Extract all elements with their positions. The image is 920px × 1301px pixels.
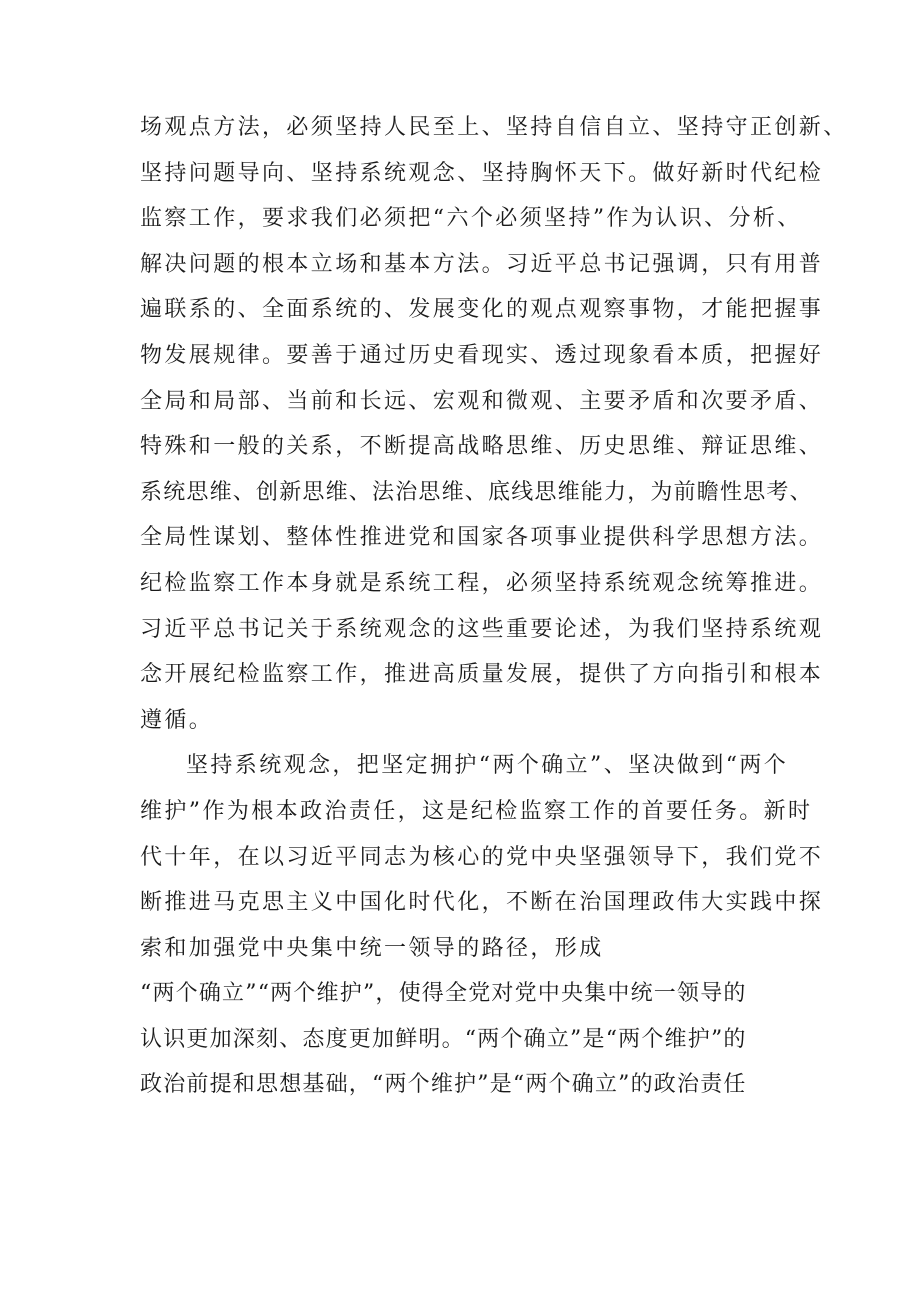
- text-line: 全局性谋划、整体性推进党和国家各项事业提供科学思想方法。: [140, 525, 824, 551]
- text-line: 特殊和一般的关系，不断提高战略思维、历史思维、辩证思维、: [140, 434, 824, 460]
- text-line: 物发展规律。要善于通过历史看现实、透过现象看本质，把握好: [140, 342, 824, 368]
- paragraph-first-line: 坚持系统观念，把坚定拥护“两个确立”、坚决做到“两个: [186, 753, 789, 779]
- text-line: 维护”作为根本政治责任，这是纪检监察工作的首要任务。新时: [140, 798, 813, 824]
- text-line: 解决问题的根本立场和基本方法。习近平总书记强调，只有用普: [140, 251, 824, 277]
- text-line: 代十年，在以习近平同志为核心的党中央坚强领导下，我们党不: [140, 844, 824, 870]
- text-line: 习近平总书记关于系统观念的这些重要论述，为我们坚持系统观: [140, 616, 824, 642]
- text-line: “两个确立”“两个维护”，使得全党对党中央集中统一领导的: [140, 981, 747, 1007]
- text-line: 场观点方法，必须坚持人民至上、坚持自信自立、坚持守正创新、: [140, 115, 848, 140]
- text-line: 索和加强党中央集中统一领导的路径，形成: [140, 935, 604, 961]
- text-line: 遵循。: [140, 707, 214, 733]
- text-line: 政治前提和思想基础，“两个维护”是“两个确立”的政治责任: [140, 1072, 747, 1098]
- body-text: [140, 105, 848, 1108]
- text-line: 监察工作，要求我们必须把“六个必须坚持”作为认识、分析、: [140, 206, 802, 232]
- text-line: 遍联系的、全面系统的、发展变化的观点观察事物，才能把握事: [140, 297, 824, 323]
- text-line: 断推进马克思主义中国化时代化，不断在治国理政伟大实践中探: [140, 890, 824, 916]
- text-line: 全局和局部、当前和长远、宏观和微观、主要矛盾和次要矛盾、: [140, 388, 824, 414]
- text-line: 念开展纪检监察工作，推进高质量发展，提供了方向指引和根本: [140, 662, 824, 688]
- text-line: 认识更加深刻、态度更加鲜明。“两个确立”是“两个维护”的: [140, 1026, 747, 1052]
- text-line: 系统思维、创新思维、法治思维、底线思维能力，为前瞻性思考、: [140, 479, 813, 505]
- text-line: 纪检监察工作本身就是系统工程，必须坚持系统观念统筹推进。: [140, 570, 824, 596]
- text-line: 坚持问题导向、坚持系统观念、坚持胸怀天下。做好新时代纪检: [140, 160, 824, 186]
